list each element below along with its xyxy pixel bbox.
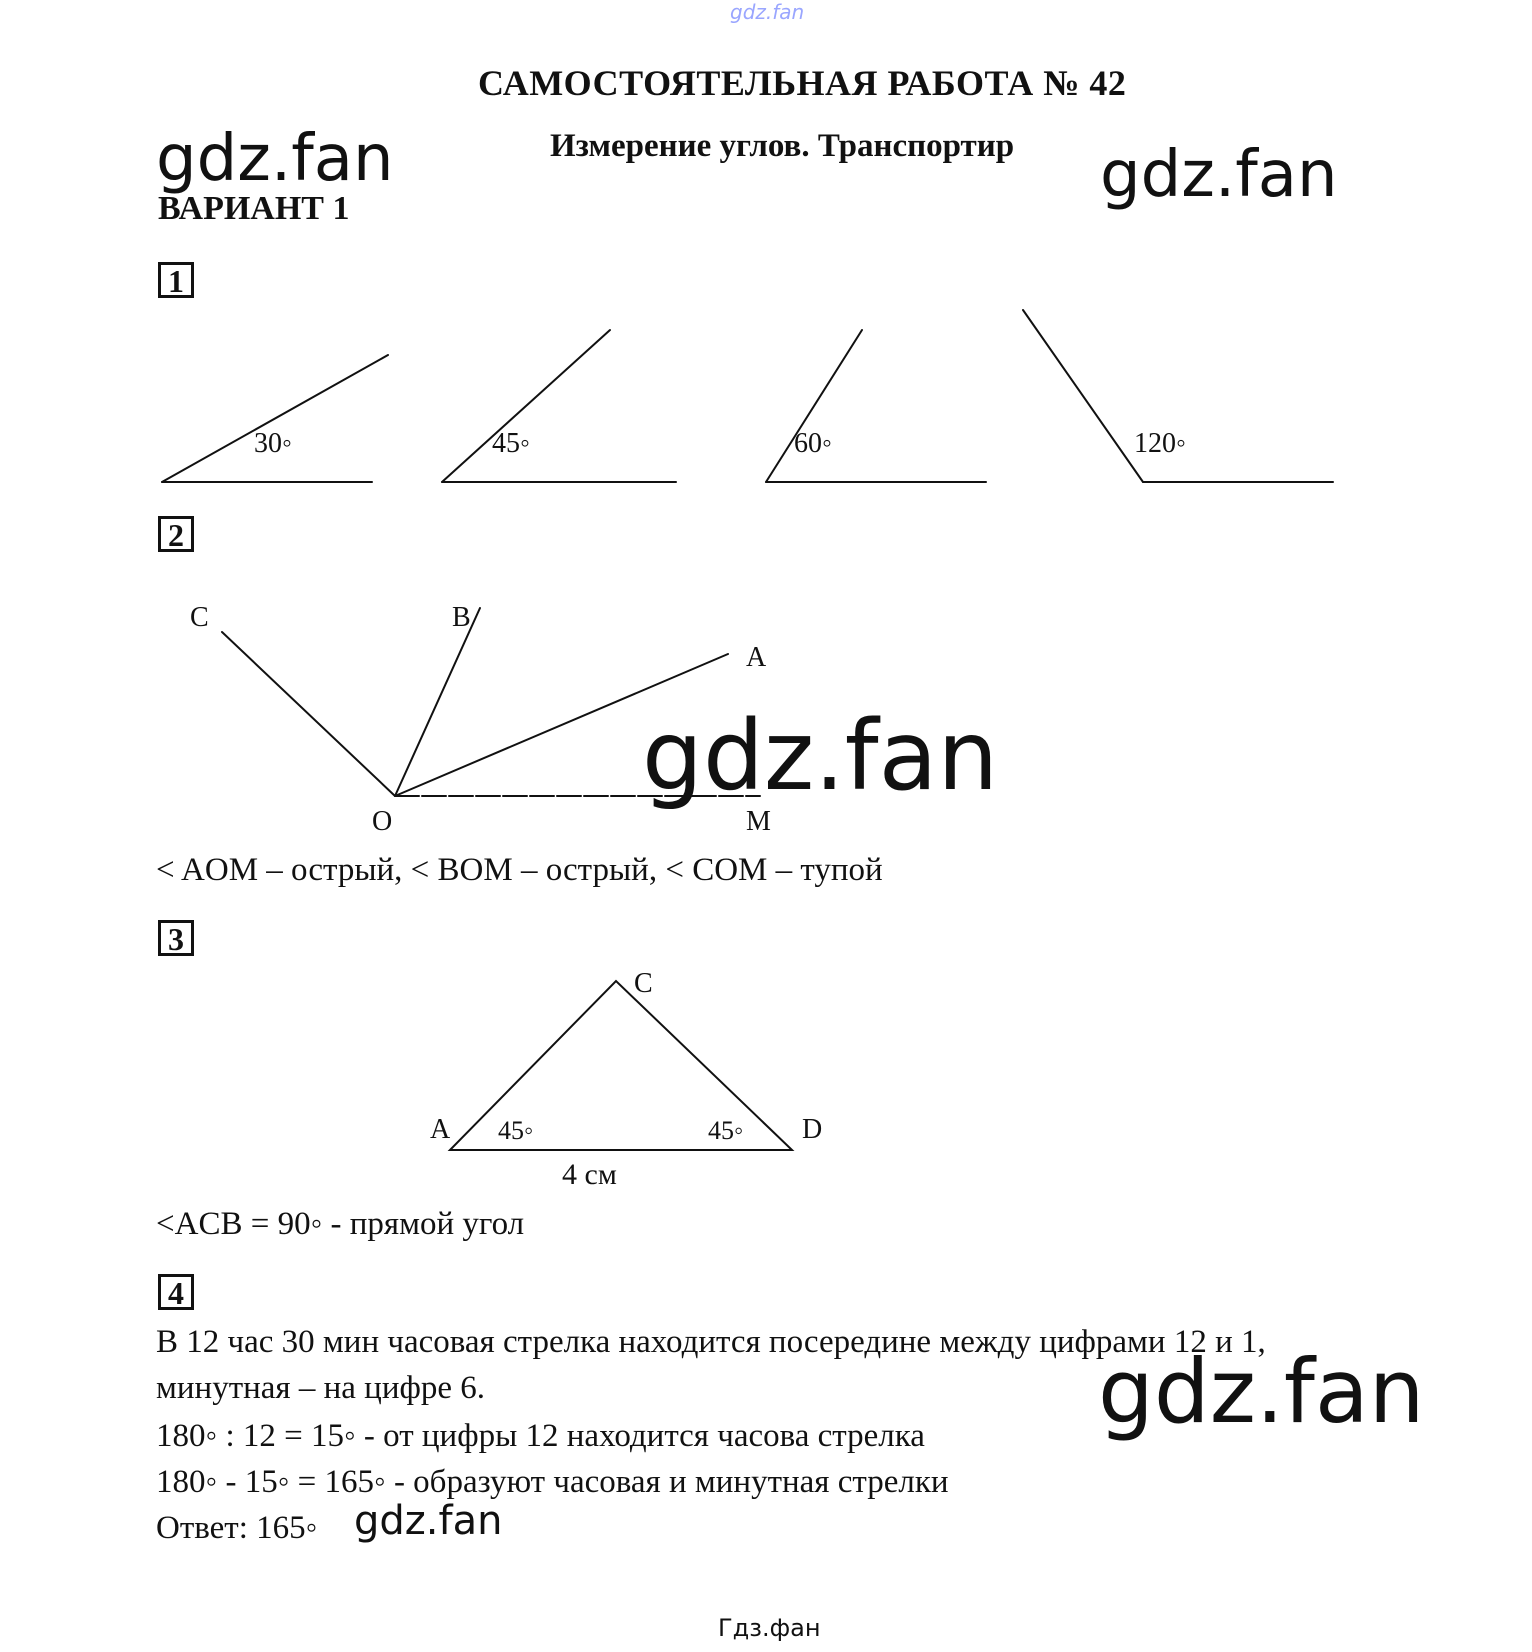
angle-30-drawing xyxy=(162,355,388,482)
point-o-label: O xyxy=(372,806,393,837)
variant-label: ВАРИАНТ 1 xyxy=(158,190,350,227)
angle-60-label: 60◦ xyxy=(794,428,832,459)
point-c-label: C xyxy=(190,602,209,633)
footer-watermark: Гдз.фан xyxy=(718,1614,821,1642)
point-a-triangle-label: A xyxy=(430,1114,451,1145)
task-1-number: 1 xyxy=(158,262,194,298)
angle-a-label: 45◦ xyxy=(498,1116,534,1145)
angle-45-drawing xyxy=(442,330,676,482)
task-4-number: 4 xyxy=(158,1274,194,1310)
watermark-right: gdz.fan xyxy=(1100,138,1338,212)
watermark-left: gdz.fan xyxy=(156,122,394,196)
point-c-triangle-label: C xyxy=(634,968,653,999)
point-d-triangle-label: D xyxy=(802,1114,823,1145)
task-4-line-2: минутная – на цифре 6. xyxy=(156,1370,486,1406)
task-4-line-1: В 12 час 30 мин часовая стрелка находится посередине между цифрами 12 и 1, xyxy=(156,1324,1266,1360)
task-2-answer: < AOM – острый, < BOM – острый, < COM – тупой xyxy=(156,852,883,888)
point-a-label: A xyxy=(746,642,767,673)
watermark-lower-right: gdz.fan xyxy=(1098,1340,1425,1443)
page-subtitle: Измерение углов. Транспортир xyxy=(550,128,1015,164)
watermark-top: gdz.fan xyxy=(730,0,805,24)
task-4-answer: Ответ: 165◦ xyxy=(156,1510,318,1546)
task-3-number: 3 xyxy=(158,920,194,956)
task-3-answer: <ACB = 90◦ - прямой угол xyxy=(156,1206,525,1242)
angle-120-label: 120◦ xyxy=(1134,428,1186,459)
watermark-middle: gdz.fan xyxy=(642,700,999,812)
angle-30-label: 30◦ xyxy=(254,428,292,459)
point-b-label: B xyxy=(452,602,471,633)
base-length-label: 4 см xyxy=(562,1158,617,1191)
point-m-label: M xyxy=(746,806,771,837)
task-4-line-4: 180◦ - 15◦ = 165◦ - образуют часовая и минутная стрелки xyxy=(156,1464,949,1500)
angle-d-label: 45◦ xyxy=(708,1116,744,1145)
page-title: САМОСТОЯТЕЛЬНАЯ РАБОТА № 42 xyxy=(478,63,1127,103)
watermark-bottom-small: gdz.fan xyxy=(354,1498,503,1544)
task-2-number: 2 xyxy=(158,516,194,552)
angle-45-label: 45◦ xyxy=(492,428,530,459)
task-4-line-3: 180◦ : 12 = 15◦ - от цифры 12 находится часова стрелка xyxy=(156,1418,925,1454)
